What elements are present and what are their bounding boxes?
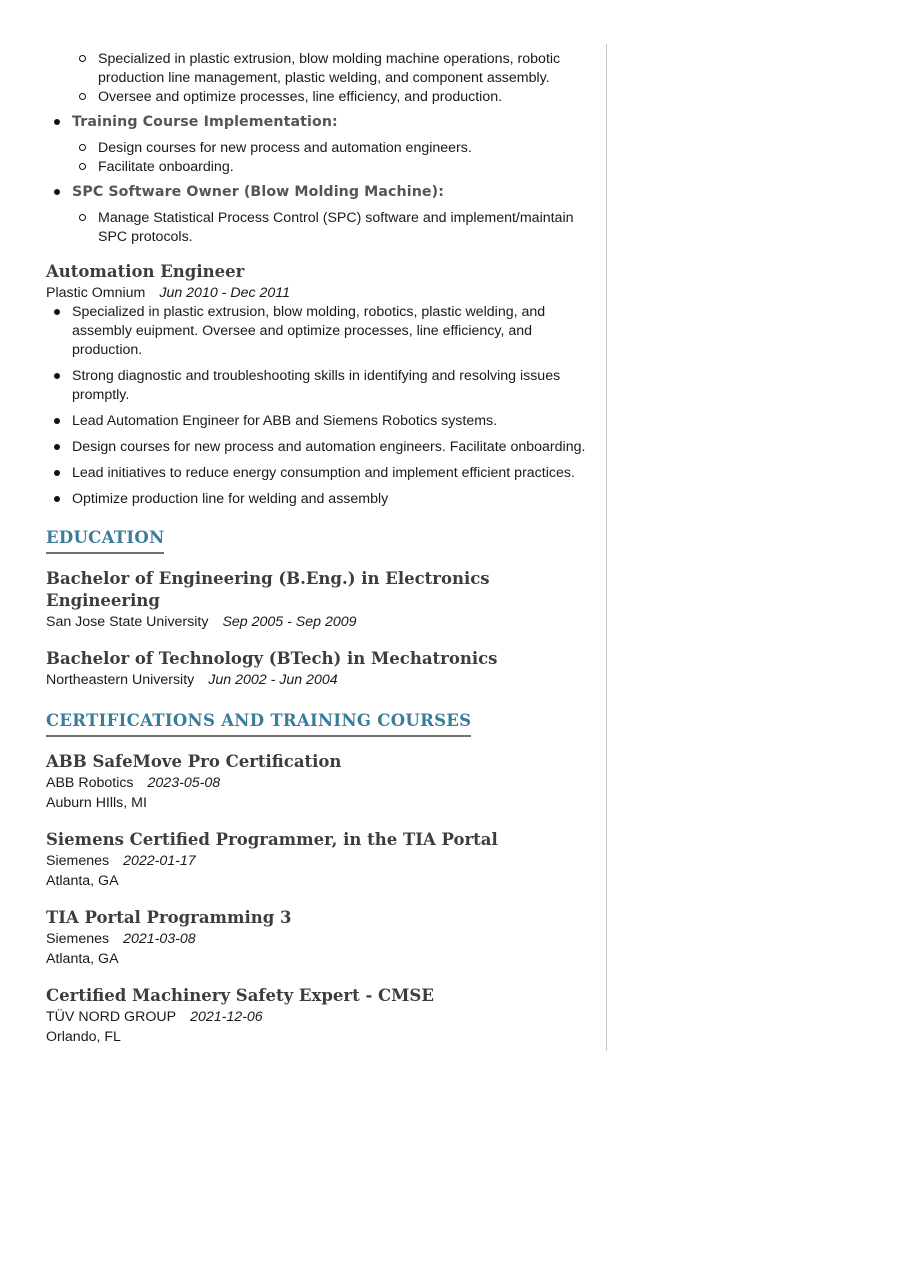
- job-bullet-item: Strong diagnostic and troubleshooting skills in identifying and resolving issues promptly.: [46, 367, 586, 405]
- certification-item: [46, 751, 586, 813]
- certification-meta: [46, 773, 586, 793]
- section-heading-certifications: CERTIFICATIONS AND TRAINING COURSES: [46, 710, 471, 737]
- bullet-group-title: Training Course Implementation:: [46, 113, 586, 132]
- certification-date: 2022-01-17: [123, 853, 196, 869]
- certification-title: TIA Portal Programming 3: [46, 908, 292, 927]
- certification-item: [46, 985, 586, 1047]
- degree-title: Bachelor of Engineering (B.Eng.) in Electronics Engineering: [46, 569, 490, 610]
- sub-bullet-item: Oversee and optimize processes, line efficiency, and production.: [46, 88, 586, 107]
- degree-title: Bachelor of Technology (BTech) in Mechatronics: [46, 649, 498, 668]
- sub-bullet-list: [46, 139, 586, 177]
- certification-location: Atlanta, GA: [46, 951, 119, 967]
- education-dates: Jun 2002 - Jun 2004: [208, 672, 338, 688]
- education-section: [46, 527, 586, 690]
- job-bullet-item: Specialized in plastic extrusion, blow molding, robotics, plastic welding, and assembly euipment. Oversee and optimize processes, line efficiency, and production.: [46, 303, 586, 360]
- certification-org: TÜV NORD GROUP: [46, 1009, 177, 1025]
- education-meta: [46, 670, 586, 690]
- certification-date: 2021-03-08: [123, 931, 196, 947]
- certification-location: Auburn HIlls, MI: [46, 795, 147, 811]
- certification-title: ABB SafeMove Pro Certification: [46, 752, 342, 771]
- sub-bullet-list: [46, 50, 586, 107]
- job-dates: Jun 2010 - Dec 2011: [159, 285, 291, 301]
- previous-job-continuation: [46, 50, 586, 247]
- resume-main-column: [46, 50, 586, 1063]
- certification-title: Siemens Certified Programmer, in the TIA Portal: [46, 830, 498, 849]
- job-entry: [46, 261, 586, 509]
- job-bullet-item: Design courses for new process and automation engineers. Facilitate onboarding.: [46, 438, 586, 457]
- certification-location: Atlanta, GA: [46, 873, 119, 889]
- job-bullet-list: [46, 303, 586, 509]
- certification-item: [46, 907, 586, 969]
- education-meta: [46, 612, 586, 632]
- certification-title: Certified Machinery Safety Expert - CMSE: [46, 986, 434, 1005]
- education-dates: Sep 2005 - Sep 2009: [222, 614, 357, 630]
- sub-bullet-item: Facilitate onboarding.: [46, 158, 586, 177]
- job-company: Plastic Omnium: [46, 285, 146, 301]
- certification-org: ABB Robotics: [46, 775, 134, 791]
- certification-meta: [46, 851, 586, 871]
- education-item: [46, 648, 586, 690]
- education-item: [46, 568, 586, 632]
- school-name: Northeastern University: [46, 672, 195, 688]
- sub-bullet-list: [46, 209, 586, 247]
- certification-org: Siemenes: [46, 853, 110, 869]
- job-bullet-item: Lead Automation Engineer for ABB and Siemens Robotics systems.: [46, 412, 586, 431]
- section-heading-education: EDUCATION: [46, 527, 164, 554]
- certification-meta: [46, 929, 586, 949]
- job-bullet-item: Lead initiatives to reduce energy consumption and implement efficient practices.: [46, 464, 586, 483]
- certification-date: 2021-12-06: [190, 1009, 263, 1025]
- sub-bullet-item: Design courses for new process and automation engineers.: [46, 139, 586, 158]
- bullet-group-title: SPC Software Owner (Blow Molding Machine):: [46, 183, 586, 202]
- job-meta: [46, 283, 586, 303]
- job-bullet-item: Optimize production line for welding and assembly: [46, 490, 586, 509]
- certification-org: Siemenes: [46, 931, 110, 947]
- school-name: San Jose State University: [46, 614, 209, 630]
- certification-date: 2023-05-08: [147, 775, 221, 791]
- sub-bullet-item: Manage Statistical Process Control (SPC) software and implement/maintain SPC protocols.: [46, 209, 586, 247]
- job-title: Automation Engineer: [46, 262, 245, 281]
- certification-meta: [46, 1007, 586, 1027]
- sub-bullet-item: Specialized in plastic extrusion, blow molding machine operations, robotic production line management, plastic welding, and component assembly.: [46, 50, 586, 88]
- certification-item: [46, 829, 586, 891]
- column-divider: [606, 44, 607, 1051]
- certification-location: Orlando, FL: [46, 1029, 121, 1045]
- certifications-section: [46, 710, 586, 1047]
